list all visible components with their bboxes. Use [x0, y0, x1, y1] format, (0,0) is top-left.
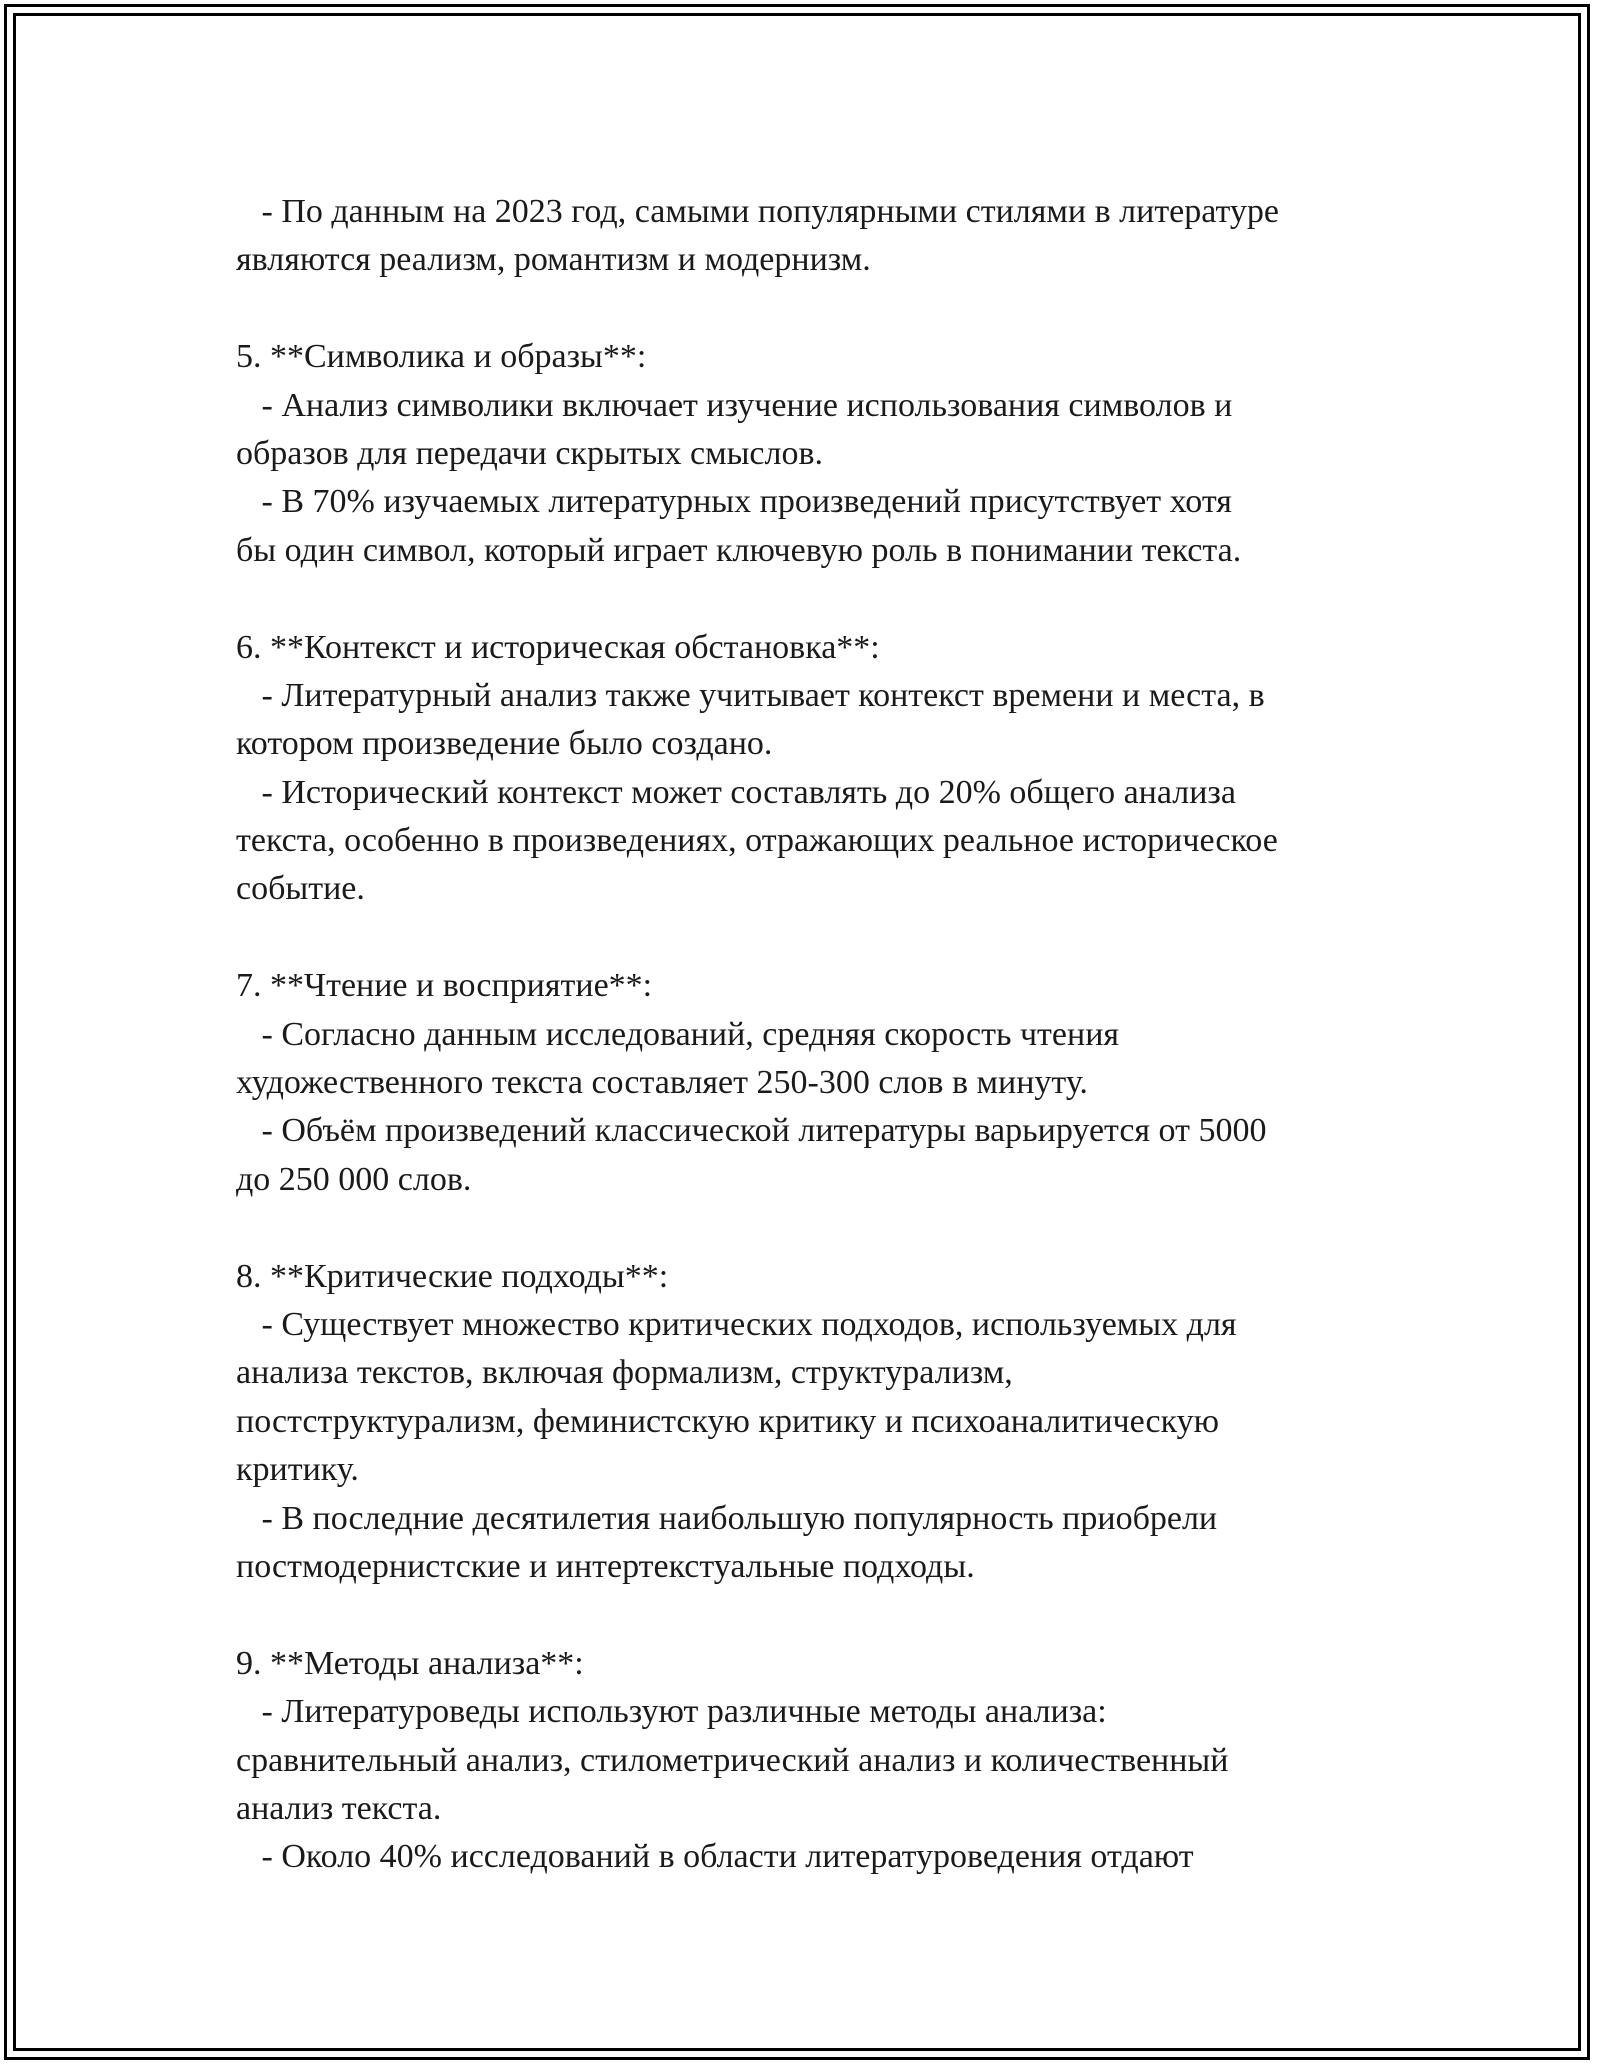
- text-line: бы один символ, который играет ключевую роль в понимании текста.: [236, 531, 1242, 569]
- blank-line: [236, 1204, 1376, 1252]
- text-line: постструктурализм, феминистскую критику и психоаналитическую: [236, 1402, 1220, 1440]
- text-line: - В последние десятилетия наибольшую популярность приобрели: [236, 1499, 1218, 1537]
- text-line: - В 70% изучаемых литературных произведений присутствует хотя: [236, 483, 1232, 521]
- section-heading: 7. **Чтение и восприятие**:: [236, 967, 653, 1005]
- text-line: анализа текстов, включая формализм, структурализм,: [236, 1354, 1013, 1392]
- text-line: - Согласно данным исследований, средняя скорость чтения: [236, 1015, 1120, 1053]
- section-heading: 5. **Символика и образы**:: [236, 338, 647, 376]
- text-line: текста, особенно в произведениях, отражающих реальное историческое: [236, 822, 1278, 860]
- text-line: - Объём произведений классической литературы варьируется от 5000: [236, 1112, 1267, 1150]
- blank-line: [236, 285, 1376, 333]
- document-text: [236, 188, 1376, 1882]
- text-line: являются реализм, романтизм и модернизм.: [236, 241, 871, 279]
- text-line: - Исторический контекст может составлять до 20% общего анализа: [236, 773, 1236, 811]
- text-line: художественного текста составляет 250-300 слов в минуту.: [236, 1064, 1088, 1102]
- text-line: до 250 000 слов.: [236, 1160, 472, 1198]
- text-line: сравнительный анализ, стилометрический анализ и количественный: [236, 1741, 1229, 1779]
- text-line: котором произведение было создано.: [236, 725, 773, 763]
- text-line: - Около 40% исследований в области литературоведения отдают: [236, 1838, 1194, 1876]
- section-heading: 8. **Критические подходы**:: [236, 1257, 669, 1295]
- text-line: - Анализ символики включает изучение использования символов и: [236, 386, 1233, 424]
- text-line: анализ текста.: [236, 1789, 442, 1827]
- text-line: событие.: [236, 870, 365, 908]
- text-line: - Литературоведы используют различные методы анализа:: [236, 1693, 1107, 1731]
- text-line: критику.: [236, 1451, 359, 1489]
- text-line: - Литературный анализ также учитывает контекст времени и места, в: [236, 676, 1265, 714]
- text-line: постмодернистские и интертекстуальные подходы.: [236, 1547, 975, 1585]
- blank-line: [236, 914, 1376, 962]
- text-line: образов для передачи скрытых смыслов.: [236, 434, 824, 472]
- blank-line: [236, 575, 1376, 623]
- section-heading: 6. **Контекст и историческая обстановка**:: [236, 628, 880, 666]
- text-line: - По данным на 2023 год, самыми популярными стилями в литературе: [236, 193, 1279, 230]
- text-line: - Существует множество критических подходов, используемых для: [236, 1305, 1237, 1343]
- section-heading: 9. **Методы анализа**:: [236, 1644, 584, 1682]
- blank-line: [236, 1591, 1376, 1639]
